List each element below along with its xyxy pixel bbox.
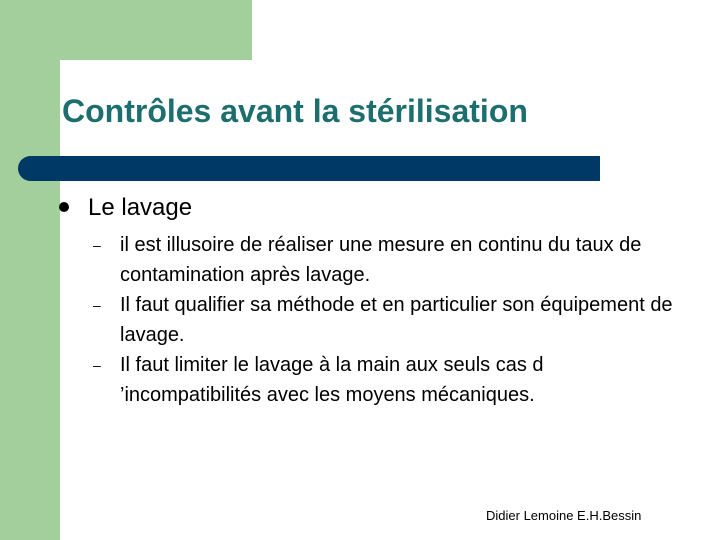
sub-bullet-text: Il faut qualifier sa méthode et en particulier son équipement de lavage. — [120, 294, 673, 346]
sub-bullet-item — [93, 230, 693, 290]
slide-footer-author: Didier Lemoine E.H.Bessin — [486, 508, 642, 523]
dash-icon: – — [93, 237, 101, 253]
sub-bullet-item — [93, 290, 693, 350]
slide-title: Contrôles avant la stérilisation — [62, 93, 528, 129]
decorative-green-band-left — [0, 0, 60, 540]
bullet-item — [59, 194, 192, 222]
bullet-text: Le lavage — [88, 194, 193, 221]
sub-bullet-list — [93, 230, 693, 410]
sub-bullet-text: Il faut limiter le lavage à la main aux seuls cas d ’incompatibilités avec les moyens mécaniques. — [120, 354, 544, 406]
dash-icon: – — [93, 297, 101, 313]
bullet-dot-icon — [59, 202, 69, 212]
dash-icon: – — [93, 357, 101, 373]
sub-bullet-text: il est illusoire de réaliser une mesure en continu du taux de contamination après lavage. — [120, 234, 642, 286]
title-underline-bar — [18, 156, 600, 181]
sub-bullet-item — [93, 350, 693, 410]
